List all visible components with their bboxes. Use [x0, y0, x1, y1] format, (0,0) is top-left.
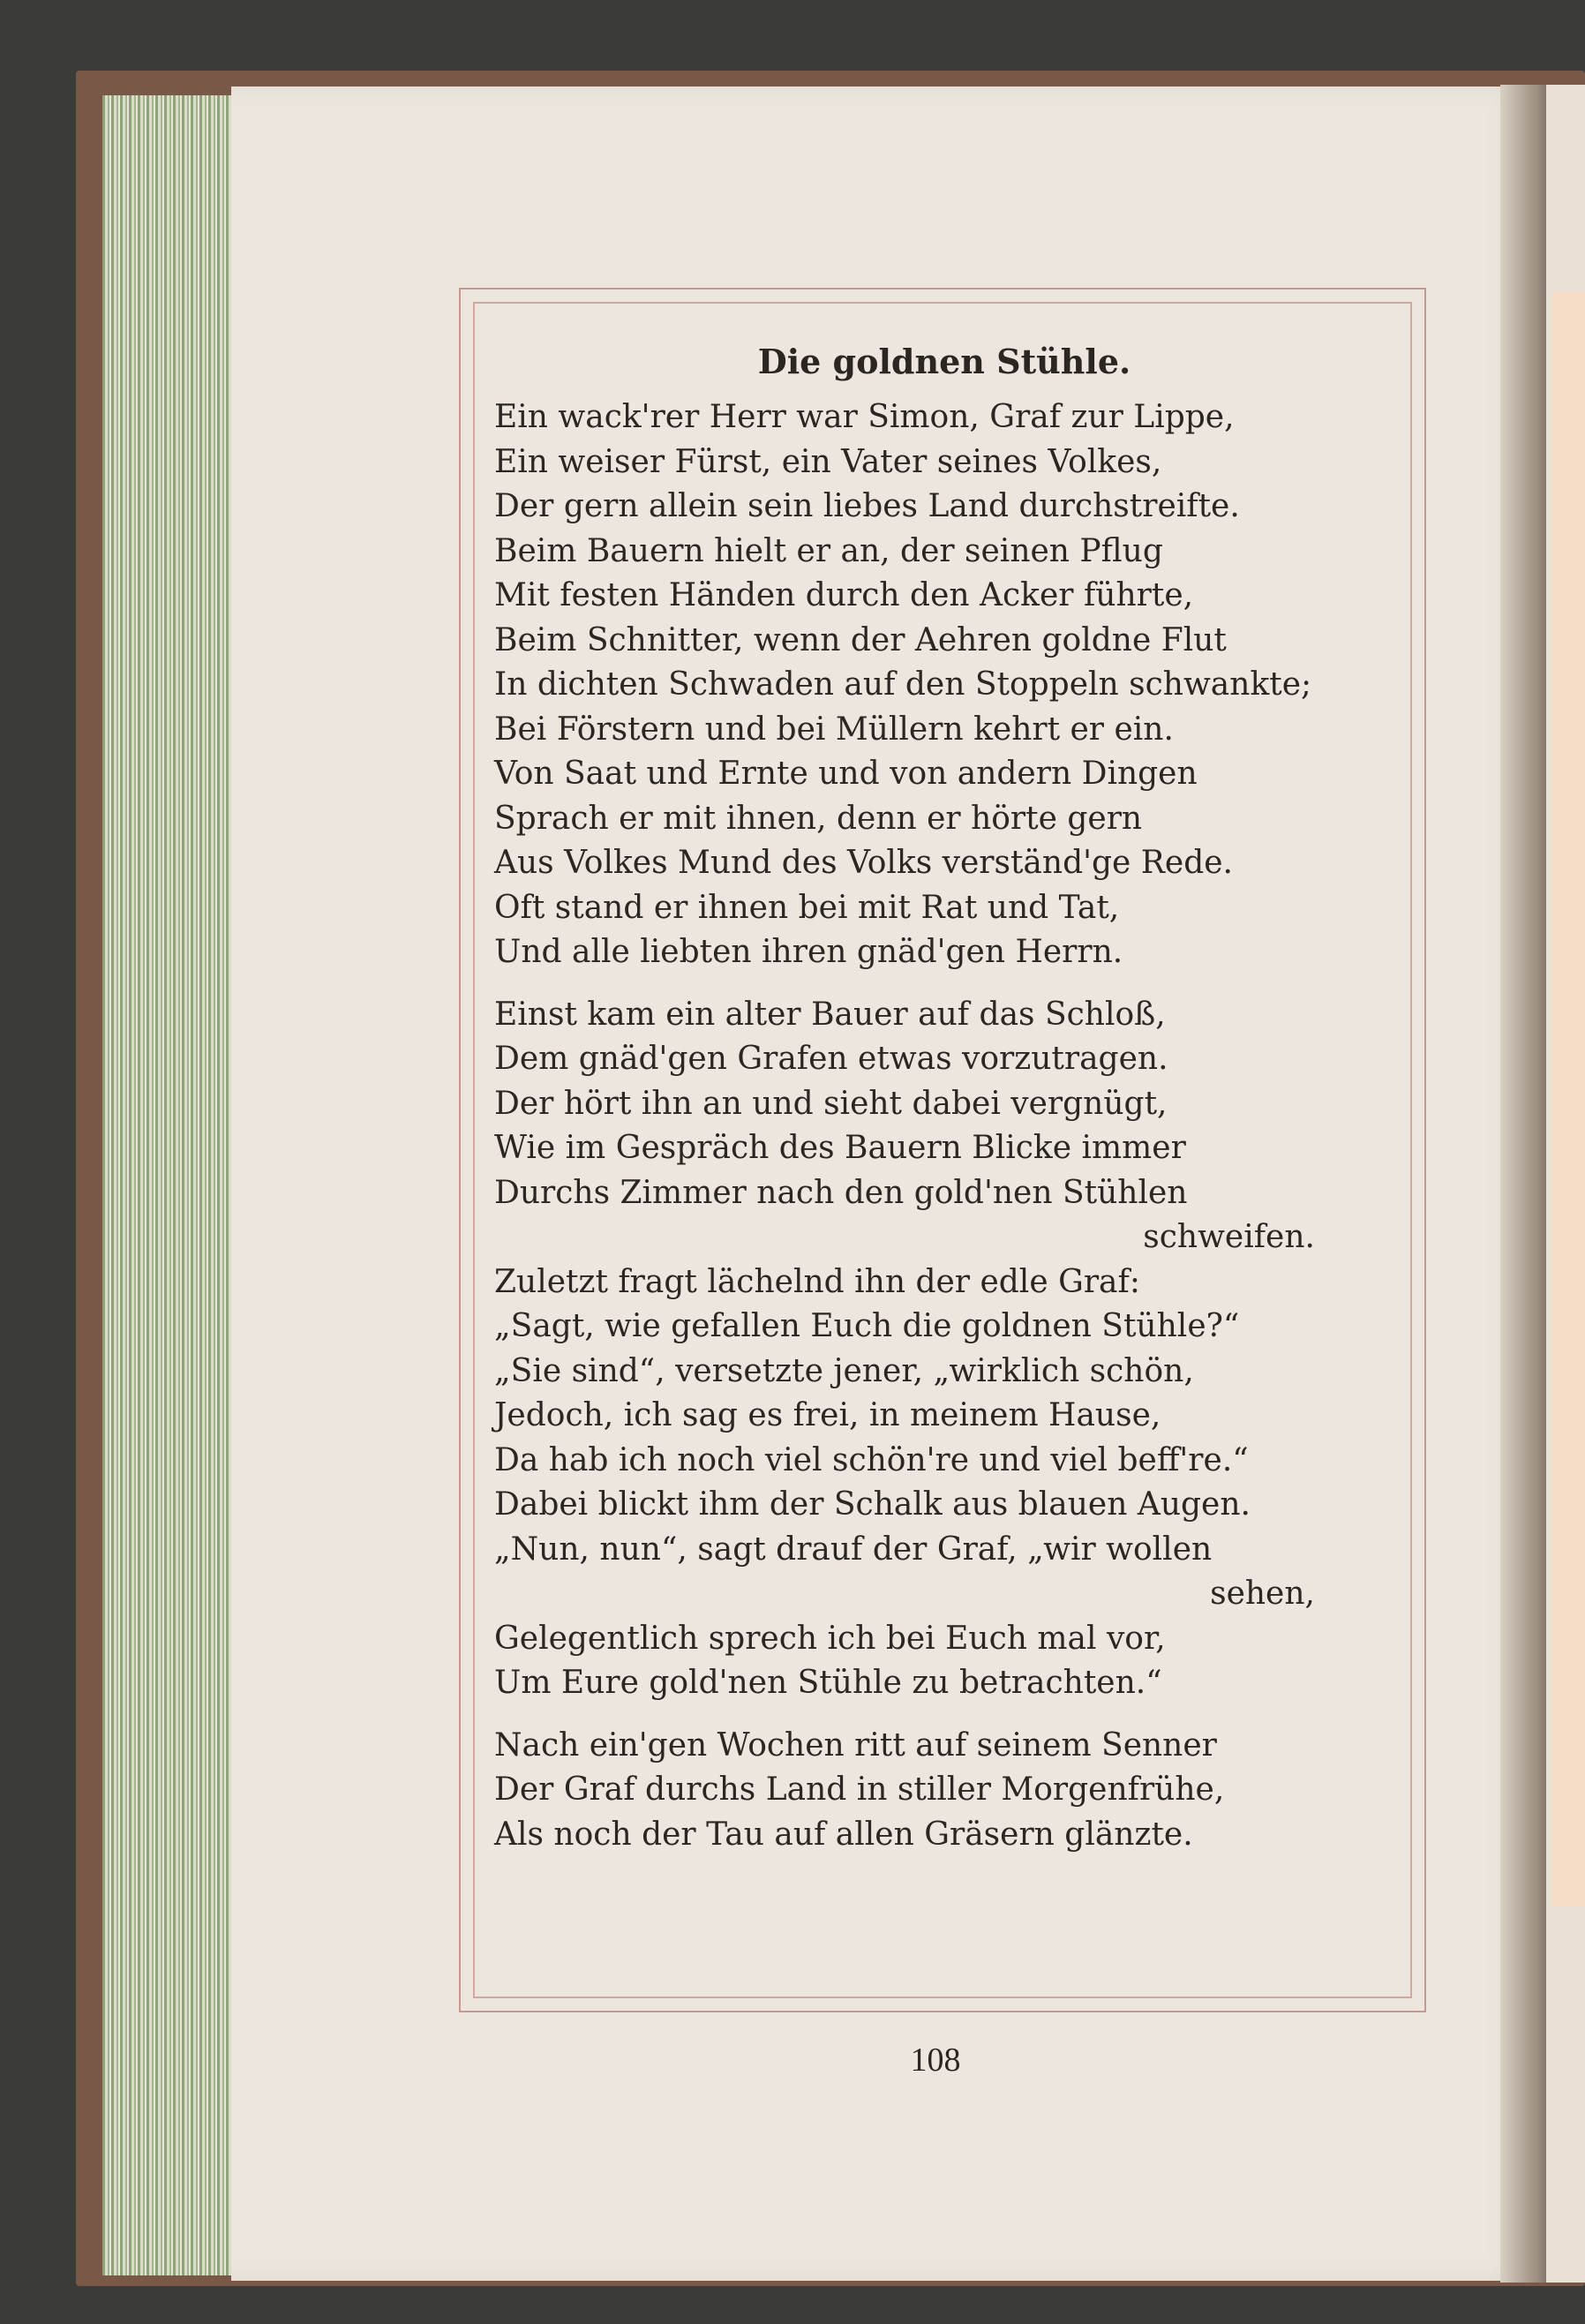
poem-line: In dichten Schwaden auf den Stoppeln schwankte; [494, 666, 1312, 703]
poem-line: Wie im Gespräch des Bauern Blicke immer [494, 1130, 1186, 1166]
poem-line: „Sagt, wie gefallen Euch die goldnen Stühle?“ [494, 1308, 1240, 1344]
poem-line: Sprach er mit ihnen, denn er hörte gern [494, 800, 1143, 837]
poem-line: „Sie sind“, versetzte jener, „wirklich schön, [494, 1352, 1194, 1389]
poem-line: Aus Volkes Mund des Volks verständ'ge Rede. [494, 845, 1233, 881]
poem-line: Dem gnäd'gen Grafen etwas vorzutragen. [494, 1041, 1168, 1077]
poem [494, 335, 1377, 1875]
poem-line: Gelegentlich sprech ich bei Euch mal vor, [494, 1620, 1166, 1657]
poem-line: Durchs Zimmer nach den gold'nen Stühlen [494, 1174, 1188, 1211]
poem-line-runover: schweifen. [1143, 1219, 1315, 1255]
facing-page-edge [1551, 291, 1585, 1907]
poem-line: Und alle liebten ihren gnäd'gen Herrn. [494, 934, 1123, 970]
poem-line-runover: sehen, [1210, 1576, 1315, 1612]
poem-line: Zuletzt fragt lächelnd ihn der edle Graf: [494, 1263, 1140, 1300]
poem-title: Die goldnen Stühle. [757, 342, 1131, 381]
page-edges [102, 95, 235, 2275]
poem-line: Um Eure gold'nen Stühle zu betrachten.“ [494, 1665, 1162, 1701]
stanza [494, 993, 1377, 1706]
poem-line: Nach ein'gen Wochen ritt auf seinem Senner [494, 1726, 1217, 1764]
poem-line: „Nun, nun“, sagt drauf der Graf, „wir wollen [494, 1531, 1213, 1568]
poem-line: Dabei blickt ihm der Schalk aus blauen Augen. [494, 1486, 1251, 1523]
poem-line: Beim Bauern hielt er an, der seinen Pflug [494, 532, 1163, 569]
poem-line: Ein weiser Fürst, ein Vater seines Volkes, [494, 443, 1162, 480]
poem-line: Oft stand er ihnen bei mit Rat und Tat, [494, 889, 1120, 926]
poem-line: Beim Schnitter, wenn der Aehren goldne Flut [494, 621, 1227, 658]
poem-line: Als noch der Tau auf allen Gräsern glänzte. [494, 1816, 1193, 1853]
poem-line: Der Graf durchs Land in stiller Morgenfrühe, [494, 1771, 1225, 1808]
stanza [494, 1724, 1377, 1858]
poem-line: Von Saat und Ernte und von andern Dingen [494, 756, 1198, 792]
poem-line: Bei Förstern und bei Müllern kehrt er ein. [494, 711, 1174, 748]
stanza [494, 395, 1377, 975]
book-gutter [1500, 85, 1553, 2283]
page-number: 108 [910, 2042, 961, 2079]
poem-line: Der hört ihn an und sieht dabei vergnügt, [494, 1085, 1168, 1122]
poem-line: Da hab ich noch viel schön're und viel beff're.“ [494, 1441, 1249, 1478]
poem-line: Mit festen Händen durch den Acker führte, [494, 577, 1194, 613]
poem-line: Einst kam ein alter Bauer auf das Schloß, [494, 996, 1166, 1033]
poem-line: Jedoch, ich sag es frei, in meinem Hause, [494, 1397, 1161, 1433]
poem-line: Ein wack'rer Herr war Simon, Graf zur Lippe, [494, 399, 1235, 435]
poem-line: Der gern allein sein liebes Land durchstreifte. [494, 488, 1240, 524]
